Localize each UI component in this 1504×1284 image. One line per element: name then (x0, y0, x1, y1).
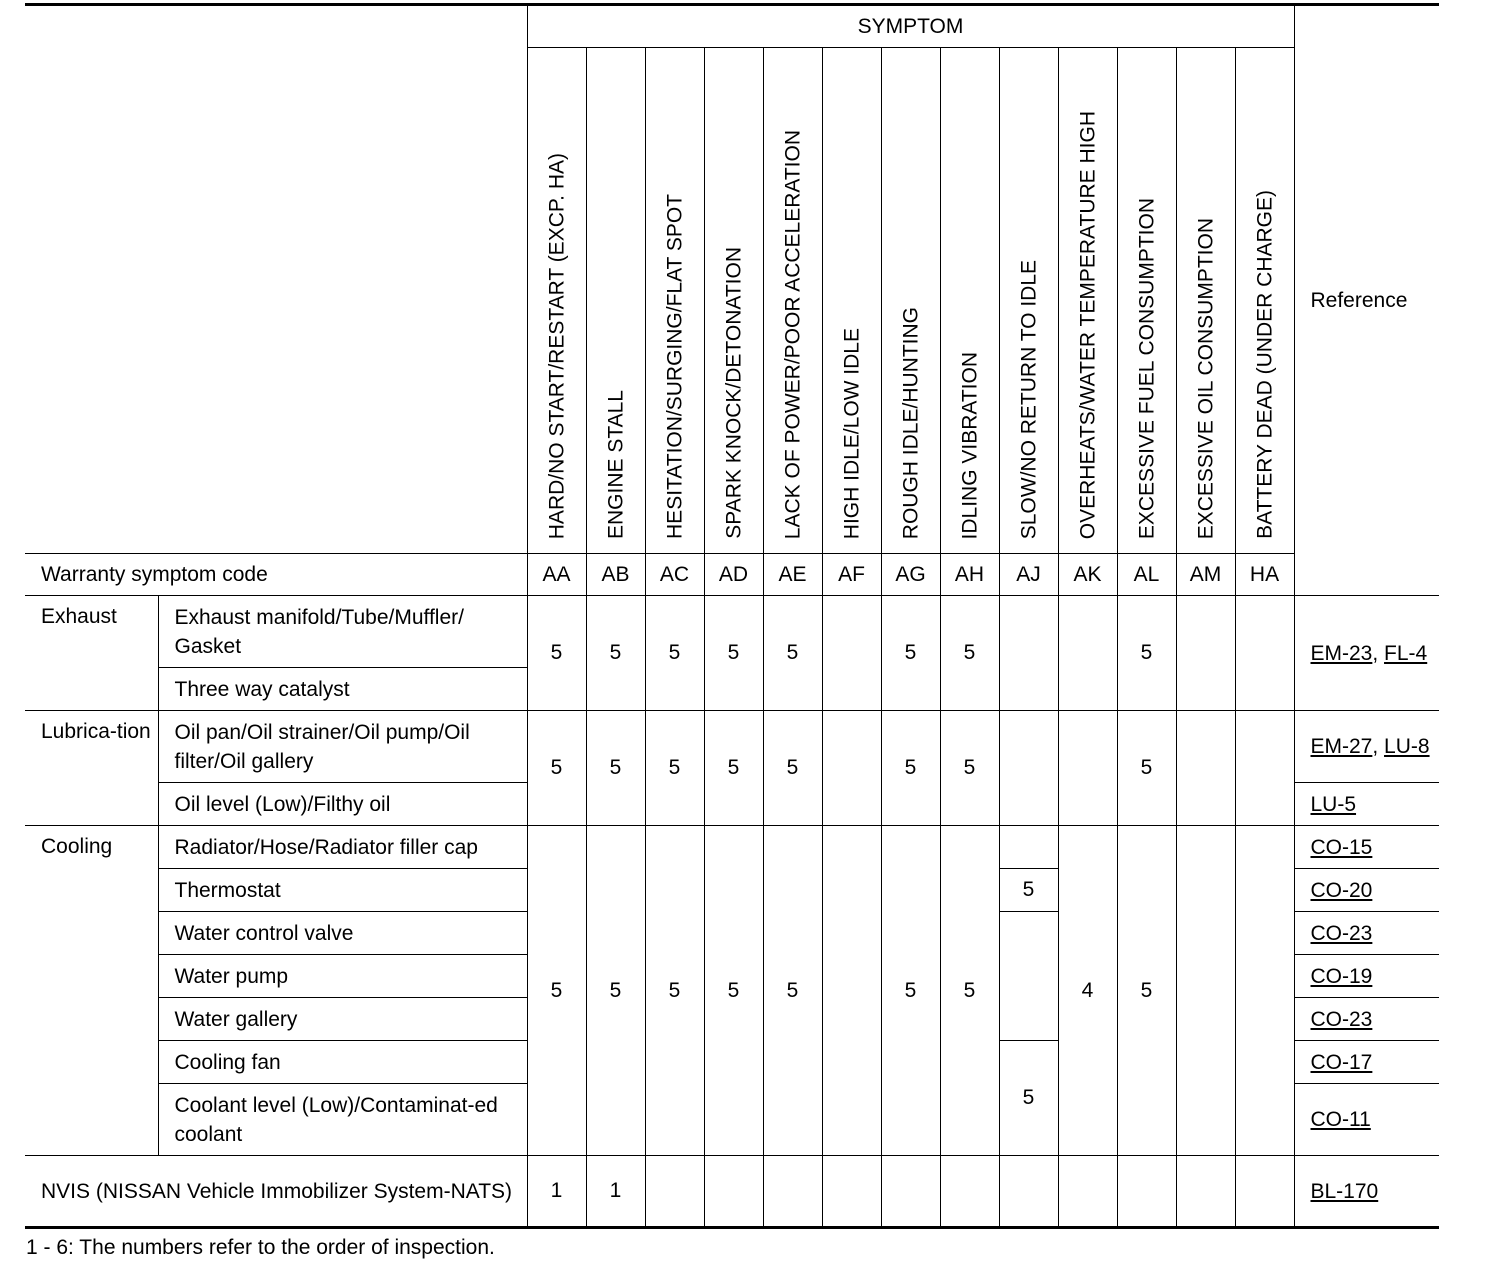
nvis-label: NVIS (NISSAN Vehicle Immobilizer System-NATS) (25, 1156, 527, 1228)
warranty-code: AM (1176, 554, 1235, 596)
inspection-order-value (940, 1156, 999, 1228)
inspection-order-value: 5 (527, 826, 586, 1156)
inspection-order-value (881, 1156, 940, 1228)
symptom-column-title-wrap (528, 48, 586, 553)
reference-cell (1294, 912, 1439, 955)
symptom-column-title: SLOW/NO RETURN TO IDLE (1017, 259, 1040, 539)
inspection-order-value (999, 912, 1058, 1041)
inspection-order-value (1235, 596, 1294, 711)
category-exhaust: Exhaust (25, 596, 158, 711)
inspection-order-value: 5 (881, 711, 940, 826)
reference-link[interactable]: CO-23 (1310, 1007, 1373, 1031)
reference-separator: , (1372, 641, 1385, 665)
inspection-order-value: 5 (940, 711, 999, 826)
symptom-header: SYMPTOM (527, 5, 1294, 48)
symptom-column-title-wrap (587, 48, 645, 553)
inspection-order-value (822, 596, 881, 711)
symptom-column-header (586, 48, 645, 554)
reference-link[interactable]: LU-8 (1384, 735, 1430, 758)
reference-link[interactable]: CO-19 (1310, 964, 1373, 988)
reference-link[interactable]: CO-23 (1310, 921, 1373, 945)
inspection-order-value (1058, 596, 1117, 711)
header-blank-corner (25, 5, 527, 554)
symptom-column-header (999, 48, 1058, 554)
symptom-column-header (1117, 48, 1176, 554)
reference-link[interactable]: CO-15 (1310, 835, 1373, 859)
reference-separator: , (1372, 735, 1385, 758)
warranty-code: HA (1235, 554, 1294, 596)
symptom-column-title: ENGINE STALL (604, 390, 627, 539)
reference-link[interactable]: CO-17 (1310, 1050, 1373, 1074)
reference-cell (1294, 1084, 1439, 1156)
warranty-code: AD (704, 554, 763, 596)
symptom-column-title-wrap (1118, 48, 1176, 553)
inspection-order-value: 5 (645, 826, 704, 1156)
inspection-order-value (1235, 711, 1294, 826)
symptom-column-title: OVERHEATS/WATER TEMPERATURE HIGH (1076, 110, 1099, 539)
inspection-order-value (1058, 1156, 1117, 1228)
inspection-order-value (1176, 1156, 1235, 1228)
part-item: Water pump (158, 955, 527, 998)
warranty-code: AC (645, 554, 704, 596)
inspection-order-value: 1 (527, 1156, 586, 1228)
inspection-order-value: 5 (881, 826, 940, 1156)
warranty-code: AE (763, 554, 822, 596)
inspection-order-value: 5 (763, 596, 822, 711)
inspection-order-value: 5 (586, 711, 645, 826)
category-cooling: Cooling (25, 826, 158, 1156)
inspection-order-value: 5 (881, 596, 940, 711)
inspection-order-value: 5 (1117, 711, 1176, 826)
symptom-column-title: IDLING VIBRATION (958, 351, 981, 539)
symptom-column-header (822, 48, 881, 554)
symptom-column-header (1058, 48, 1117, 554)
symptom-column-title: HARD/NO START/RESTART (EXCP. HA) (545, 152, 568, 539)
warranty-code: AJ (999, 554, 1058, 596)
reference-cell (1294, 869, 1439, 912)
reference-cell (1294, 955, 1439, 998)
warranty-code: AK (1058, 554, 1117, 596)
reference-link[interactable]: FL-4 (1384, 641, 1428, 665)
warranty-code: AB (586, 554, 645, 596)
warranty-code: AG (881, 554, 940, 596)
symptom-column-title-wrap (1236, 48, 1294, 553)
inspection-order-value: 5 (645, 711, 704, 826)
inspection-order-value (645, 1156, 704, 1228)
symptom-column-header (763, 48, 822, 554)
symptom-column-title-wrap (1000, 48, 1058, 553)
inspection-order-value (1235, 1156, 1294, 1228)
inspection-order-value: 5 (704, 596, 763, 711)
inspection-order-value: 5 (999, 869, 1058, 912)
inspection-order-value: 4 (1058, 826, 1117, 1156)
symptom-column-title: ROUGH IDLE/HUNTING (899, 306, 922, 539)
inspection-order-value: 1 (586, 1156, 645, 1228)
inspection-order-value: 5 (1117, 826, 1176, 1156)
inspection-order-value: 5 (1117, 596, 1176, 711)
inspection-order-value: 5 (704, 711, 763, 826)
symptom-column-title: EXCESSIVE OIL CONSUMPTION (1194, 217, 1217, 539)
inspection-order-value (999, 596, 1058, 711)
inspection-order-value (763, 1156, 822, 1228)
inspection-order-value (1058, 711, 1117, 826)
inspection-order-value: 5 (586, 826, 645, 1156)
symptom-column-title: BATTERY DEAD (UNDER CHARGE) (1253, 190, 1276, 539)
part-item: Thermostat (158, 869, 527, 912)
reference-link[interactable]: CO-20 (1310, 878, 1373, 902)
inspection-order-value (1176, 711, 1235, 826)
reference-header: Reference (1294, 5, 1439, 596)
symptom-column-header (881, 48, 940, 554)
reference-cell (1294, 1041, 1439, 1084)
part-item: Three way catalyst (158, 668, 527, 711)
reference-cell (1294, 1156, 1439, 1228)
warranty-code: AF (822, 554, 881, 596)
symptom-column-title-wrap (941, 48, 999, 553)
inspection-order-value (822, 1156, 881, 1228)
inspection-order-value (822, 711, 881, 826)
inspection-order-value: 5 (999, 1041, 1058, 1156)
symptom-column-header (1235, 48, 1294, 554)
symptom-column-title-wrap (1059, 48, 1117, 553)
inspection-order-value (1235, 826, 1294, 1156)
inspection-order-value: 5 (645, 596, 704, 711)
part-item: Water control valve (158, 912, 527, 955)
part-item: Water gallery (158, 998, 527, 1041)
reference-link[interactable]: EM-27 (1310, 735, 1373, 758)
category-lubrication: Lubrica-tion (25, 711, 158, 826)
inspection-order-value: 5 (940, 826, 999, 1156)
inspection-order-value (704, 1156, 763, 1228)
symptom-matrix-table (25, 3, 1439, 1229)
reference-cell (1294, 998, 1439, 1041)
symptom-column-header (704, 48, 763, 554)
inspection-order-value (822, 826, 881, 1156)
reference-cell (1294, 783, 1439, 826)
inspection-order-value (1176, 826, 1235, 1156)
inspection-order-value (999, 826, 1058, 869)
inspection-order-value: 5 (940, 596, 999, 711)
symptom-column-title: LACK OF POWER/POOR ACCELERATION (781, 129, 804, 539)
warranty-symptom-code-label: Warranty symptom code (25, 554, 527, 596)
warranty-code: AH (940, 554, 999, 596)
symptom-column-title-wrap (882, 48, 940, 553)
symptom-column-title: EXCESSIVE FUEL CONSUMPTION (1135, 197, 1158, 539)
warranty-code: AA (527, 554, 586, 596)
part-item: Oil pan/Oil strainer/Oil pump/Oil filter/Oil gallery (158, 711, 527, 783)
symptom-column-title-wrap (705, 48, 763, 553)
reference-cell (1294, 596, 1439, 711)
symptom-column-title: SPARK KNOCK/DETONATION (722, 247, 745, 539)
symptom-column-title-wrap (1177, 48, 1235, 553)
symptom-column-header (527, 48, 586, 554)
reference-cell (1294, 711, 1439, 783)
part-item: Exhaust manifold/Tube/Muffler/ Gasket (158, 596, 527, 668)
reference-link[interactable]: LU-5 (1310, 792, 1357, 816)
symptom-column-header (1176, 48, 1235, 554)
reference-link[interactable]: BL-170 (1310, 1179, 1379, 1203)
symptom-column-title-wrap (823, 48, 881, 553)
footnote: 1 - 6: The numbers refer to the order of inspection. (26, 1236, 495, 1259)
inspection-order-value: 5 (763, 826, 822, 1156)
inspection-order-value: 5 (763, 711, 822, 826)
symptom-column-header (645, 48, 704, 554)
inspection-order-value (999, 711, 1058, 826)
inspection-order-value: 5 (704, 826, 763, 1156)
symptom-column-title-wrap (764, 48, 822, 553)
part-item: Coolant level (Low)/Contaminat-ed coolant (158, 1084, 527, 1156)
symptom-column-header (940, 48, 999, 554)
part-item: Oil level (Low)/Filthy oil (158, 783, 527, 826)
inspection-order-value: 5 (527, 711, 586, 826)
part-item: Radiator/Hose/Radiator filler cap (158, 826, 527, 869)
inspection-order-value (1117, 1156, 1176, 1228)
reference-link[interactable]: EM-23 (1310, 641, 1373, 665)
reference-link[interactable]: CO-11 (1310, 1108, 1371, 1131)
inspection-order-value (999, 1156, 1058, 1228)
symptom-column-title: HESITATION/SURGING/FLAT SPOT (663, 194, 686, 539)
symptom-column-title-wrap (646, 48, 704, 553)
warranty-code: AL (1117, 554, 1176, 596)
inspection-order-value: 5 (586, 596, 645, 711)
reference-cell (1294, 826, 1439, 869)
symptom-column-title: HIGH IDLE/LOW IDLE (840, 327, 863, 539)
part-item: Cooling fan (158, 1041, 527, 1084)
inspection-order-value (1176, 596, 1235, 711)
inspection-order-value: 5 (527, 596, 586, 711)
